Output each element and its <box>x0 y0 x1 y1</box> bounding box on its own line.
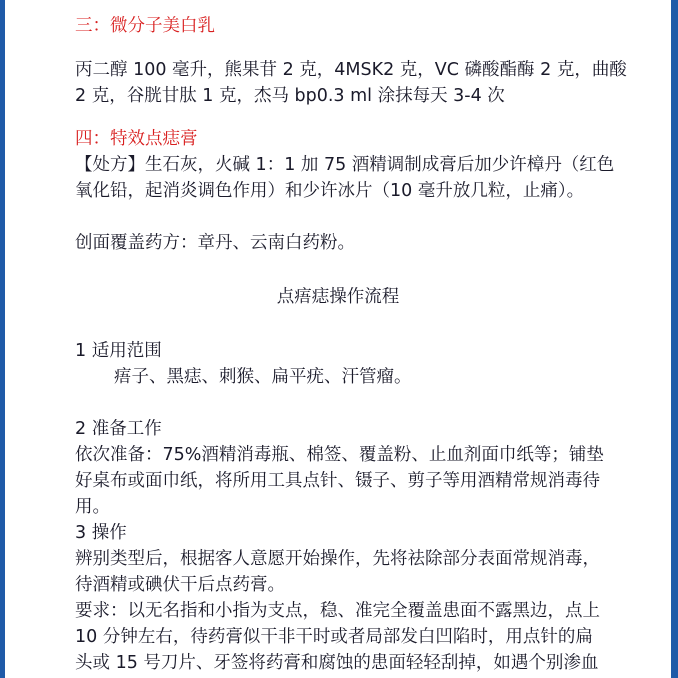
prep-line-1: 依次准备：75%酒精消毒瓶、棉签、覆盖粉、止血剂面巾纸等；铺垫 <box>75 445 604 465</box>
op-heading: 3 操作 <box>75 523 127 543</box>
procedure-title: 点痦痣操作流程 <box>276 287 400 307</box>
prep-heading: 2 准备工作 <box>75 419 162 439</box>
scope-heading: 1 适用范围 <box>75 341 162 361</box>
section3-line-2: 2 克，谷胱甘肽 1 克，杰马 bp0.3 ml 涂抹每天 3-4 次 <box>75 86 505 106</box>
req-line-2: 10 分钟左右，待药膏似干非干时或者局部发白凹陷时，用点针的扁 <box>75 627 593 647</box>
cover-formula: 创面覆盖药方：章丹、云南白药粉。 <box>75 233 355 253</box>
req-line-3: 头或 15 号刀片、牙签将药膏和腐蚀的患面轻轻刮掉，如遇个别渗血 <box>75 653 599 673</box>
req-line-1: 要求：以无名指和小指为支点，稳、准完全覆盖患面不露黑边，点上 <box>75 601 600 621</box>
prep-line-2: 好桌布或面巾纸，将所用工具点针、镊子、剪子等用酒精常规消毒待 <box>75 471 600 491</box>
scope-text: 痦子、黑痣、刺猴、扁平疣、汗管瘤。 <box>114 367 412 387</box>
section4-line-2: 氧化铅，起消炎调色作用）和少许冰片（10 毫升放几粒，止痛）。 <box>75 181 585 201</box>
op-line-2: 待酒精或碘伏干后点药膏。 <box>75 575 285 595</box>
op-line-1: 辨别类型后，根据客人意愿开始操作，先将祛除部分表面常规消毒， <box>75 549 600 569</box>
section3-heading: 三：微分子美白乳 <box>75 16 215 36</box>
prep-line-3: 用。 <box>75 497 110 517</box>
section4-heading: 四：特效点痣膏 <box>75 129 198 149</box>
section4-line-1: 【处方】生石灰，火碱 1：1 加 75 酒精调制成膏后加少许樟丹（红色 <box>75 155 615 175</box>
document-page <box>5 0 671 678</box>
section3-line-1: 丙二醇 100 毫升，熊果苷 2 克，4MSK2 克，VC 磷酸酯酶 2 克，曲酸 <box>75 60 627 80</box>
